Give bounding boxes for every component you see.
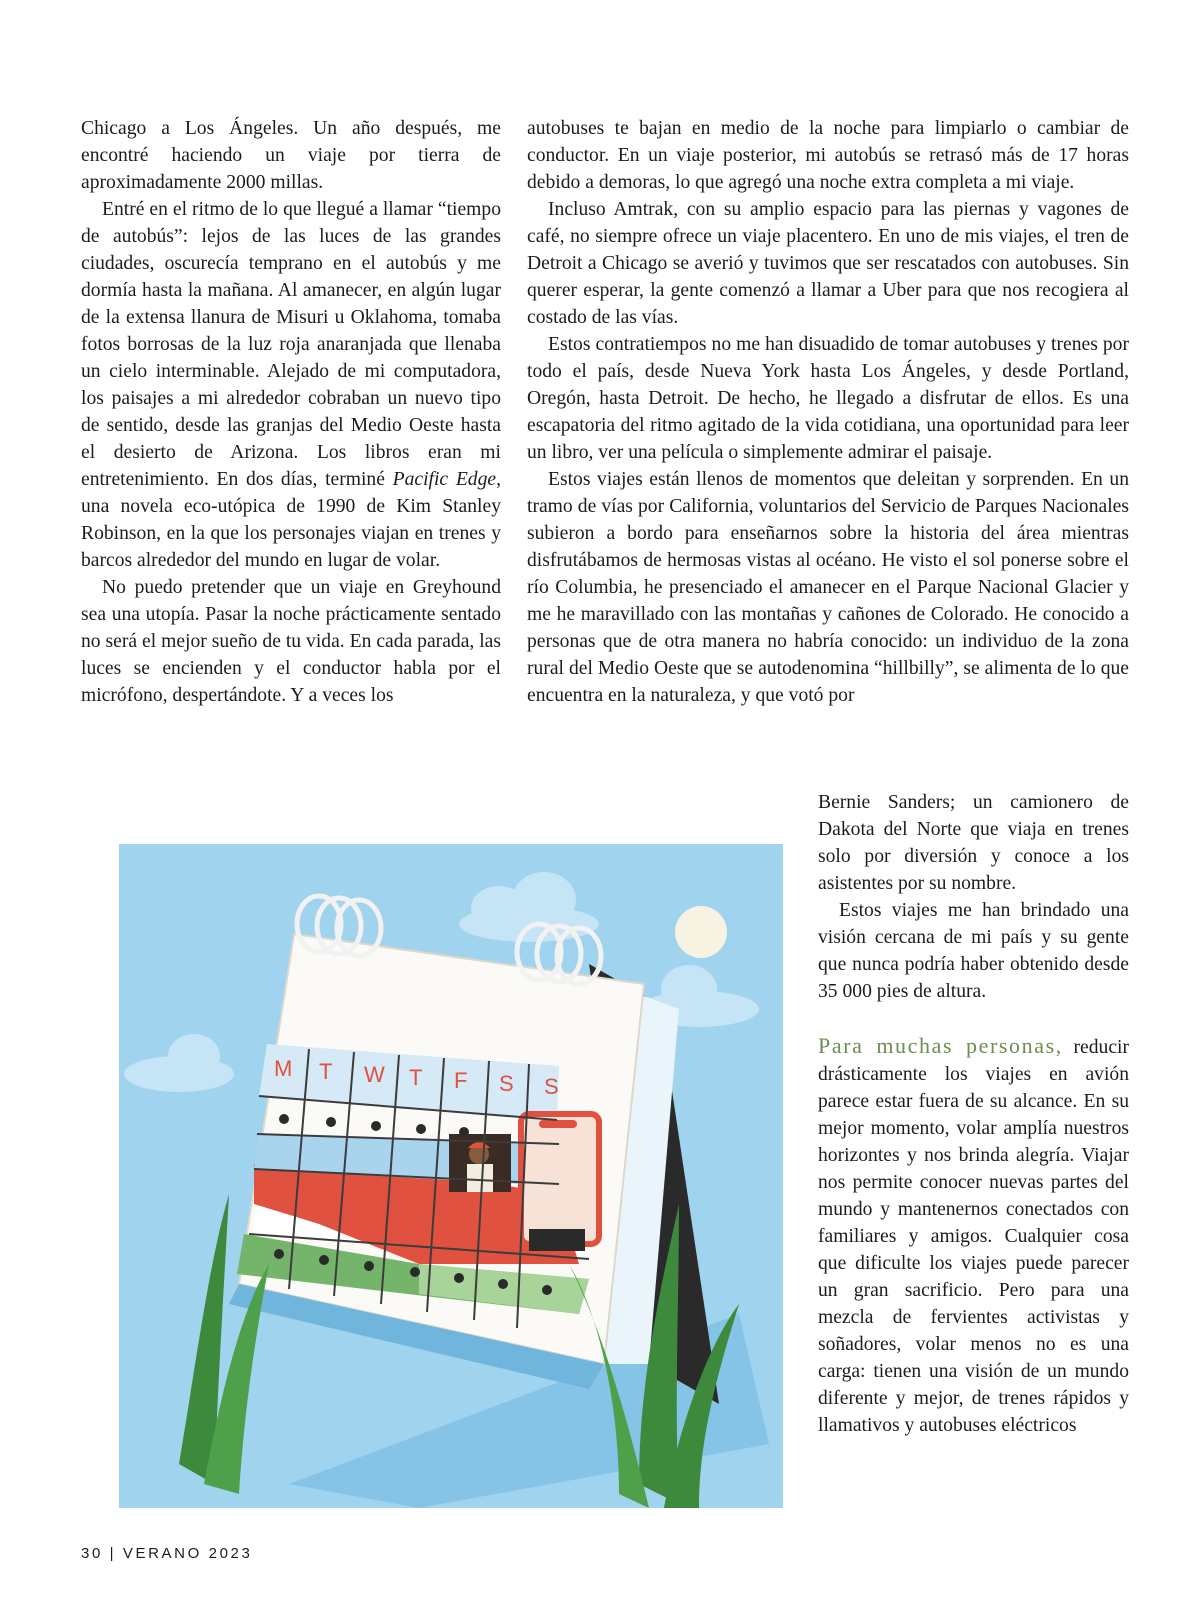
calendar-day-label: M xyxy=(274,1056,293,1081)
calendar-day-label: S xyxy=(499,1071,514,1096)
paragraph: Chicago a Los Ángeles. Un año después, me encontré haciendo un viaje por tierra de aproximadamente 2000 millas. xyxy=(81,118,501,193)
calendar-bus-illustration xyxy=(119,844,783,1508)
calendar-day-label: T xyxy=(319,1059,333,1084)
calendar-day-label: W xyxy=(364,1062,385,1087)
paragraph: Bernie Sanders; un camionero de Dakota del Norte que viaja en trenes solo por diversión y conoce a los asistentes por su nombre. xyxy=(818,792,1129,894)
paragraph: Incluso Amtrak, con su amplio espacio para las piernas y vagones de café, no siempre ofrece un viaje placentero. En uno de mis viajes, el tren de Detroit a Chicago se averió y tuvimos que ser rescatados con autobuses. Sin querer esperar, la gente comenzó a llamar a Uber para que nos recogiera al costado de las vías. xyxy=(527,199,1129,328)
paragraph: Entré en el ritmo de lo que llegué a llamar “tiempo de autobús”: lejos de las luces de las grandes ciudades, oscurecía temprano en el autobús y me dormía hasta la mañana. Al amanecer, en algún lugar de la extensa llanura de Misuri u Oklahoma, tomaba fotos borrosas de la luz roja anaranjada que llenaba un cielo interminable. Alejado de mi computadora, los paisajes a mi alrededor cobraban un nuevo tipo de sentido, desde las granjas del Medio Oeste hasta el desierto de Arizona. Los libros eran mi entretenimiento. En dos días, terminé Pacific Edge, una novela eco-utópica de 1990 de Kim Stanley Robinson, en la que los personajes viajan en trenes y barcos alrededor del mundo en lugar de volar. xyxy=(81,199,501,571)
sun-icon xyxy=(675,906,727,958)
calendar-day-label: S xyxy=(544,1074,559,1099)
calendar-day-label: T xyxy=(409,1065,423,1090)
paragraph: Estos contratiempos no me han disuadido de tomar autobuses y trenes por todo el país, desde Nueva York hasta Los Ángeles, y desde Portland, Oregón, hasta Detroit. De hecho, he llegado a disfrutar de ellos. Es una escapatoria del ritmo agitado de la vida cotidiana, una oportunidad para leer un libro, ver una película o simplemente admirar el paisaje. xyxy=(527,334,1129,463)
article-column-right xyxy=(818,789,1129,1439)
paragraph: Estos viajes están llenos de momentos que deleitan y sorprenden. En un tramo de vías por California, voluntarios del Servicio de Parques Nacionales subieron a bordo para enseñarnos sobre la historia del área mientras disfrutábamos de hermosas vistas al océano. He visto el sol ponerse sobre el río Columbia, he presenciado el amanecer en el Parque Nacional Glacier y me he maravillado con las montañas y cañones de Colorado. He conocido a personas que de otra manera no habría conocido: un individuo de la zona rural del Medio Oeste que se autodenomina “hillbilly”, se alimenta de lo que encuentra en la naturaleza, y que votó por xyxy=(527,469,1129,706)
section-opening-paragraph: Para muchas personas, reducir drásticamente los viajes en avión parece estar fuera de su alcance. En su mejor momento, volar amplía nuestros horizontes y nos brinda alegría. Viajar nos permite conocer nuevas partes del mundo y mantenernos conectados con familiares y amigos. Cualquier cosa que dificulte los viajes puede parecer un gran sacrificio. Pero para una mezcla de fervientes activistas y soñadores, volar menos no es una carga: tienen una visión de un mundo diferente y mejor, de trenes rápidos y llamativos y autobuses eléctricos xyxy=(818,1033,1130,1436)
paragraph: Estos viajes me han brindado una visión cercana de mi país y su gente que nunca podría haber obtenido desde 35 000 pies de altura. xyxy=(818,900,1129,1002)
paragraph: autobuses te bajan en medio de la noche para limpiarlo o cambiar de conductor. En un viaje posterior, mi autobús se retrasó más de 17 horas debido a demoras, lo que agregó una noche extra completa a mi viaje. xyxy=(527,118,1129,193)
article-column-left xyxy=(81,115,501,709)
section-lead-in: Para muchas personas, xyxy=(818,1033,1063,1058)
book-title: Pacific Edge xyxy=(392,469,497,490)
article-column-middle xyxy=(527,115,1129,709)
paragraph: No puedo pretender que un viaje en Greyhound sea una utopía. Pasar la noche prácticamente sentado no será el mejor sueño de tu vida. En cada parada, las luces se encienden y el conductor habla por el micrófono, despertándote. Y a veces los xyxy=(81,577,501,706)
page-footer: 30 | VERANO 2023 xyxy=(81,1545,253,1562)
calendar-day-label: F xyxy=(454,1068,468,1093)
bus-door xyxy=(521,1114,599,1244)
